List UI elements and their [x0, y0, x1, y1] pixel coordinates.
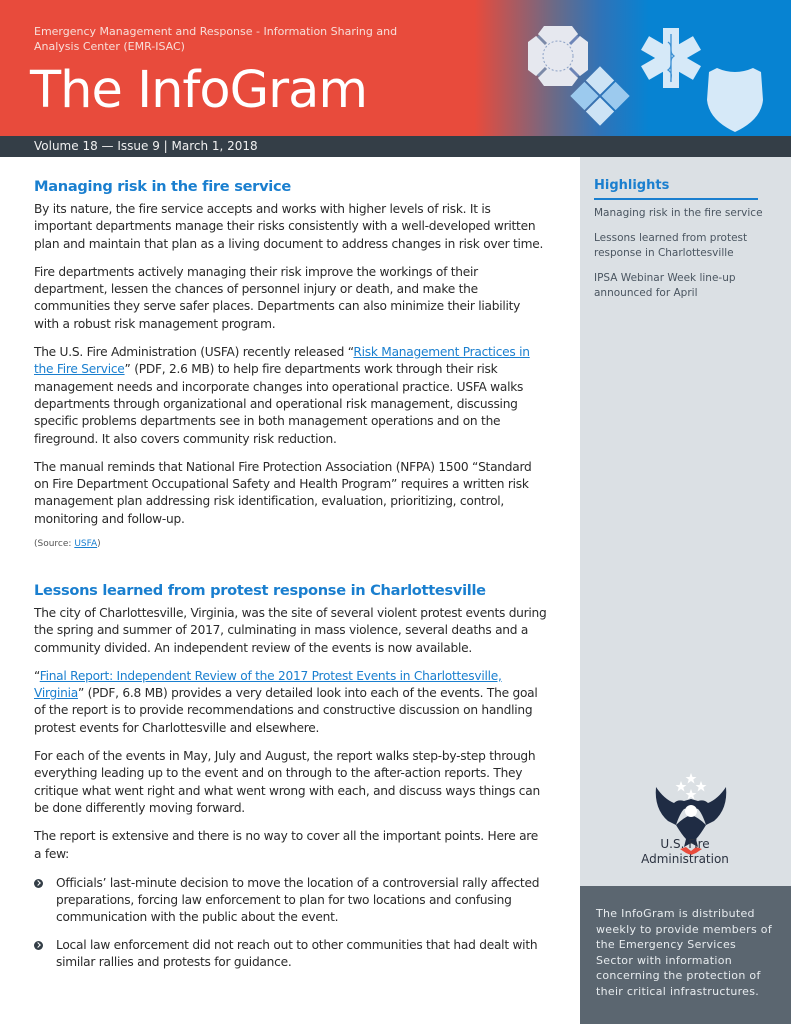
- risk-management-practices-link[interactable]: Risk Management Practices in the Fire Service: [34, 345, 530, 377]
- paragraph-text: ” (PDF, 6.8 MB) provides a very detailed look into each of the events. The goal of the report is to provide recommendations and constructive discussion on handling protest events for Charlottesville and elsewhere.: [34, 686, 538, 735]
- highlight-item-charlottesville[interactable]: Lessons learned from protest response in Charlottesville: [594, 232, 748, 259]
- issue-bar: [0, 136, 791, 157]
- highlight-item-ipsa-webinar[interactable]: IPSA Webinar Week line-up announced for April: [594, 272, 736, 299]
- article-title: Managing risk in the fire service: [34, 178, 291, 195]
- paragraph-text: The U.S. Fire Administration (USFA) recently released “: [34, 345, 354, 360]
- paragraph: The city of Charlottesville, Virginia, was the site of several violent protest events during the spring and summer of 2017, culminating in mass violence, several deaths and a community divided. An independent review of the events is now available.: [34, 606, 547, 655]
- paragraph-text: “: [34, 668, 40, 683]
- highlights-sidebar: [580, 157, 791, 886]
- list-item: [34, 875, 548, 927]
- source-suffix: ): [97, 539, 101, 550]
- logo-line-1: U.S. Fire: [660, 837, 710, 851]
- usfa-source-link[interactable]: USFA: [74, 539, 98, 550]
- publication-title: The InfoGram: [30, 61, 368, 120]
- chevron-circle-bullet-icon: [34, 879, 43, 888]
- paragraph: For each of the events in May, July and August, the report walks step-by-step through everything leading up to the event and on through to the after-action reports. They critique what went right and what went wrong with each, and discuss ways things can be done differently moving forward.: [34, 749, 540, 815]
- issue-info: Volume 18 — Issue 9 | March 1, 2018: [34, 139, 258, 153]
- chevron-circle-bullet-icon: [34, 941, 43, 950]
- list-item-text: Local law enforcement did not reach out to other communities that had dealt with similar rallies and protests for guidance.: [56, 937, 538, 970]
- usfa-logo-text: [600, 837, 770, 867]
- highlights-divider: [594, 198, 758, 200]
- list-item: [34, 937, 548, 972]
- star-of-life-icon: [641, 28, 701, 88]
- highlights-list: [594, 206, 764, 311]
- logo-line-2: Administration: [641, 852, 729, 866]
- article-title: Lessons learned from protest response in Charlottesville: [34, 582, 486, 599]
- paragraph: By its nature, the fire service accepts and works with higher levels of risk. It is important departments manage their risks consistently with a well-developed written plan and maintain that plan as a living document to address changes in risk over time.: [34, 202, 544, 251]
- key-points-list: [34, 875, 548, 971]
- paragraph: The manual reminds that National Fire Protection Association (NFPA) 1500 “Standard on Fire Department Occupational Safety and Health Program” requires a written risk management plan addressing risk identification, evaluation, prioritizing, control, monitoring and follow-up.: [34, 459, 532, 526]
- list-item-text: Officials’ last-minute decision to move the location of a controversial rally affected preparations, forcing law enforcement to plan for two locations and confusing communication with the public about the event.: [56, 875, 540, 925]
- source-prefix: (Source:: [34, 539, 75, 550]
- maltese-cross-icon: [528, 26, 588, 86]
- police-shield-icon: [707, 68, 763, 132]
- paragraph: Fire departments actively managing their risk improve the workings of their department, lessen the chances of personnel injury or death, and make the communities they serve safer places. Departments can also minimize their liability with a robust risk management program.: [34, 264, 521, 331]
- masthead: [0, 0, 791, 136]
- paragraph: The report is extensive and there is no way to cover all the important points. Here are a few:: [34, 829, 539, 861]
- highlights-title: Highlights: [594, 178, 670, 193]
- header-icons: [510, 14, 791, 136]
- distribution-text: The InfoGram is distributed weekly to provide members of the Emergency Services Sector with information concerning the protection of their critical infrastructures.: [596, 907, 773, 998]
- paragraph: [34, 344, 548, 448]
- highlight-item-managing-risk[interactable]: Managing risk in the fire service: [594, 207, 763, 219]
- article-charlottesville: [34, 581, 548, 981]
- article-managing-risk: [34, 177, 548, 550]
- final-report-link[interactable]: Final Report: Independent Review of the 2017 Protest Events in Charlottesville, Virginia: [34, 668, 502, 701]
- distribution-note: [580, 886, 791, 1024]
- org-name: Emergency Management and Response - Information Sharing and Analysis Center (EMR-ISAC): [34, 25, 398, 53]
- paragraph: [34, 668, 548, 737]
- source-line: [34, 538, 548, 550]
- paragraph-text: ” (PDF, 2.6 MB) to help fire departments work through their risk management needs and incorporate changes into operational practice. USFA walks departments through organizational and operational risk management, discussing specific problems departments see in both management operations and on the fireground. It also covers community risk reduction.: [34, 362, 524, 446]
